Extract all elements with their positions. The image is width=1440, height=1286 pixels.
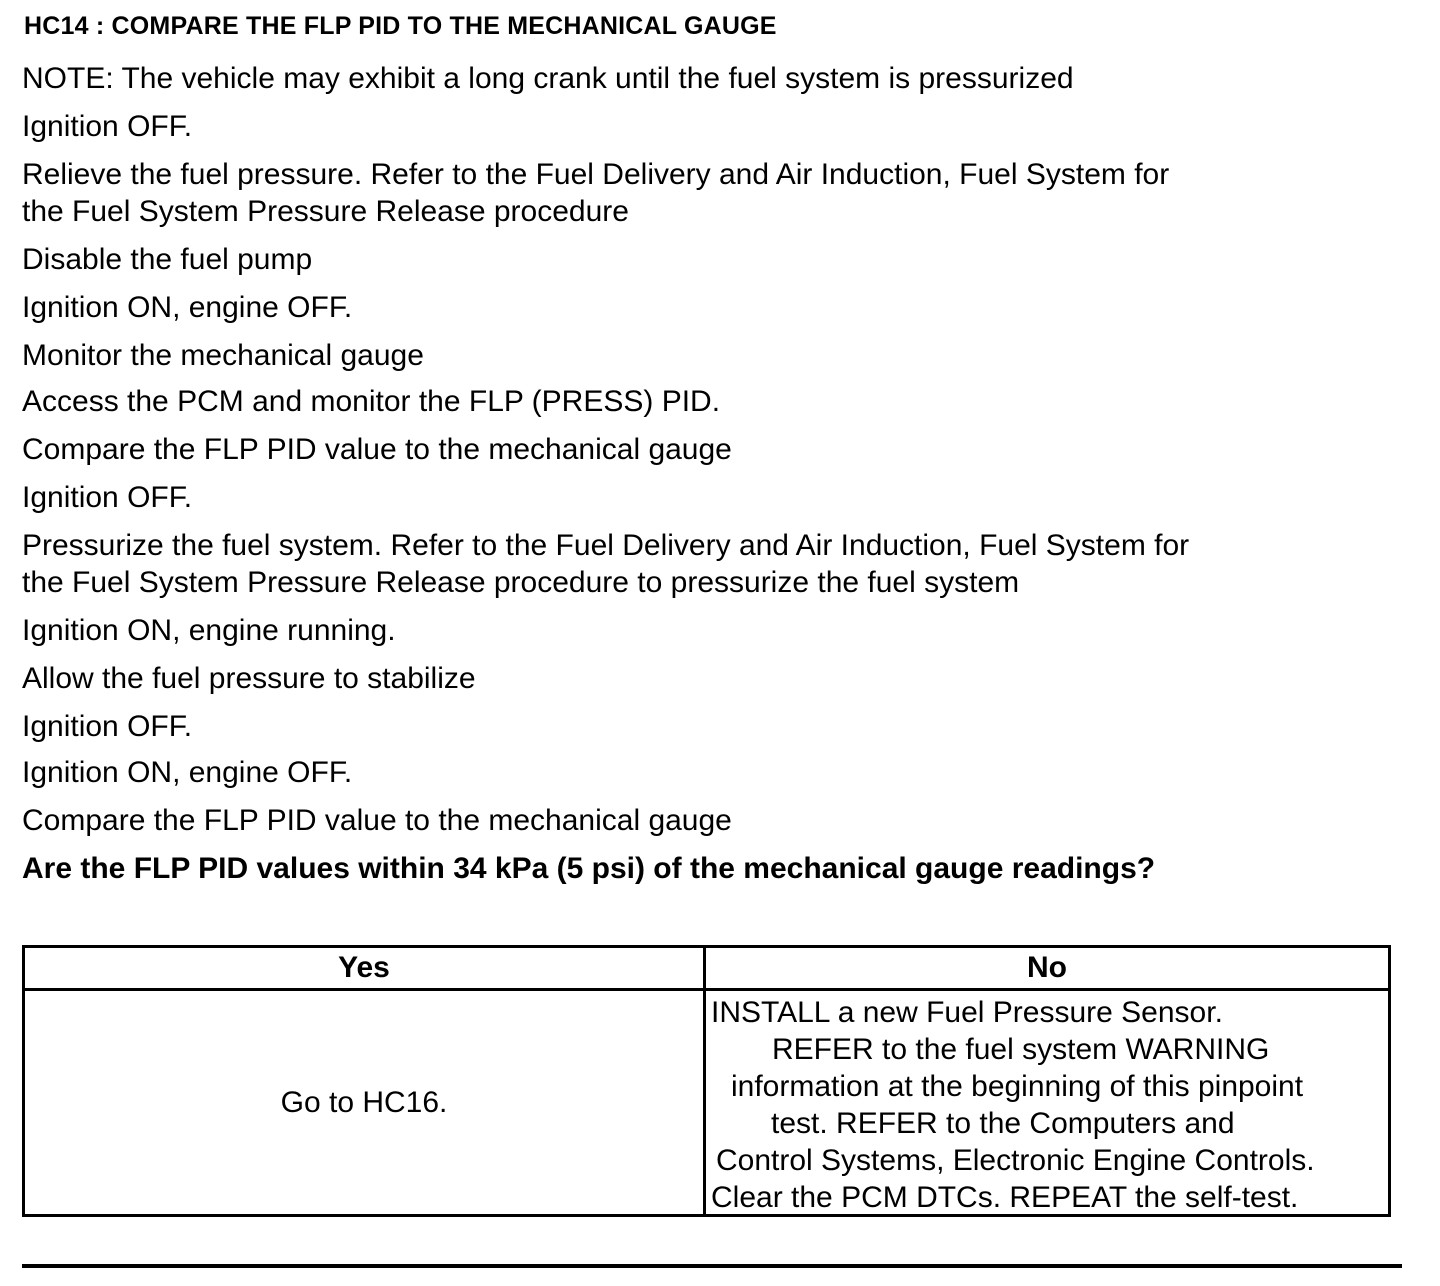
step-line: the Fuel System Pressure Release procedure to pressurize the fuel system [22, 566, 1020, 599]
step-line: Monitor the mechanical gauge [22, 339, 424, 372]
step-line: Relieve the fuel pressure. Refer to the Fuel Delivery and Air Induction, Fuel System for [22, 158, 1170, 191]
step-item [22, 754, 352, 791]
step-line: the Fuel System Pressure Release procedure [22, 195, 629, 228]
step-item [22, 479, 192, 516]
no-action-line: Clear the PCM DTCs. REPEAT the self-test. [711, 1181, 1299, 1214]
step-line: Compare the FLP PID value to the mechanical gauge [22, 804, 732, 837]
step-line: Ignition OFF. [22, 481, 193, 514]
step-line: Ignition ON, engine running. [22, 614, 396, 647]
step-item [22, 156, 1169, 230]
step-line: Ignition OFF. [22, 110, 193, 143]
step-item [22, 431, 732, 468]
step-line: Ignition OFF. [22, 710, 193, 743]
no-header: No [706, 948, 1388, 991]
step-item [22, 383, 720, 420]
step-line: Pressurize the fuel system. Refer to the Fuel Delivery and Air Induction, Fuel System for [22, 529, 1190, 562]
step-item [22, 108, 192, 145]
step-line: Ignition ON, engine OFF. [22, 756, 353, 789]
step-item [22, 241, 312, 278]
step-line: Compare the FLP PID value to the mechanical gauge [22, 433, 732, 466]
step-item [22, 660, 476, 697]
step-item [22, 527, 1189, 601]
no-action-line: REFER to the fuel system WARNING [772, 1033, 1270, 1066]
yes-column [25, 948, 706, 1214]
no-action [706, 994, 1388, 1216]
no-action-line: information at the beginning of this pinpoint [731, 1070, 1304, 1103]
step-line: NOTE: The vehicle may exhibit a long crank until the fuel system is pressurized [22, 62, 1074, 95]
no-action-line: Control Systems, Electronic Engine Controls. [716, 1144, 1315, 1177]
no-column [706, 948, 1388, 1214]
no-action-line: test. REFER to the Computers and [771, 1107, 1235, 1140]
yes-action [25, 991, 703, 1214]
step-item [22, 337, 424, 374]
yes-action-text: Go to HC16. [280, 1085, 448, 1119]
step-title: HC14 : COMPARE THE FLP PID TO THE MECHANICAL GAUGE [24, 12, 777, 40]
step-note [22, 60, 1074, 97]
step-line: Allow the fuel pressure to stabilize [22, 662, 476, 695]
step-item [22, 708, 192, 745]
step-line: Access the PCM and monitor the FLP (PRESS) PID. [22, 385, 721, 418]
step-line: Disable the fuel pump [22, 243, 313, 276]
step-item [22, 289, 352, 326]
yes-header: Yes [25, 948, 703, 991]
no-action-line: INSTALL a new Fuel Pressure Sensor. [711, 996, 1223, 1029]
decision-question: Are the FLP PID values within 34 kPa (5 psi) of the mechanical gauge readings? [22, 852, 1156, 885]
result-table [22, 945, 1391, 1217]
bottom-divider [22, 1264, 1402, 1268]
step-line: Ignition ON, engine OFF. [22, 291, 353, 324]
step-item [22, 612, 396, 649]
procedure-page [22, 0, 1412, 1286]
step-item [22, 802, 732, 839]
